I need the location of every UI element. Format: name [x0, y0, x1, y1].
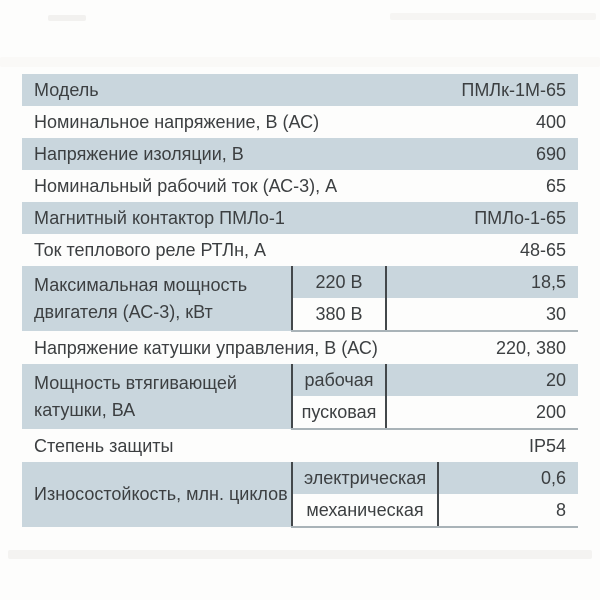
table-row-durability-electrical [22, 462, 578, 494]
table-row-coil-power-working [22, 364, 578, 396]
spec-label: Степень защиты [34, 436, 174, 456]
spec-value: 30 [386, 298, 578, 331]
spec-label: Магнитный контактор ПМЛо-1 [22, 202, 438, 234]
spec-value: 0,6 [438, 462, 578, 494]
spec-group-label: Износостойкость, млн. циклов [22, 462, 292, 527]
table-row-thermal-relay-current [22, 234, 578, 266]
spec-value: 200 [386, 396, 578, 429]
spec-value: 18,5 [386, 266, 578, 298]
specifications-table [22, 74, 578, 528]
spec-sub-label: пусковая [292, 396, 386, 429]
spec-value: 400 [535, 112, 567, 132]
table-row-model [22, 74, 578, 106]
spec-sub-label: рабочая [292, 364, 386, 396]
table-row-coil-control-voltage [22, 331, 578, 364]
spec-label: Номинальный рабочий ток (АС-3), А [34, 176, 338, 196]
spec-sub-label: 380 В [292, 298, 386, 331]
spec-value: 8 [438, 494, 578, 527]
spec-value: ПМЛо-1-65 [438, 202, 578, 234]
spec-sub-label: электрическая [292, 462, 438, 494]
spec-value: 690 [438, 138, 578, 170]
spec-label: Номинальное напряжение, В (АС) [34, 112, 320, 132]
scan-artifact [0, 57, 600, 67]
table-row-magnetic-contactor [22, 202, 578, 234]
spec-value: 65 [545, 176, 567, 196]
spec-sub-label: 220 В [292, 266, 386, 298]
table-row-max-motor-power-220 [22, 266, 578, 298]
scan-artifact [390, 13, 596, 20]
table-row-rated-current [22, 170, 578, 202]
spec-sub-label: механическая [292, 494, 438, 527]
spec-label: Модель [22, 74, 438, 106]
spec-value: 220, 380 [495, 338, 567, 358]
spec-value: IP54 [528, 436, 567, 456]
spec-value: 20 [386, 364, 578, 396]
scan-artifact [8, 550, 592, 559]
spec-label: Напряжение катушки управления, В (АС) [34, 338, 378, 358]
spec-value: 48-65 [519, 240, 567, 260]
scan-artifact [48, 15, 86, 21]
table-row-protection-degree [22, 429, 578, 462]
table-row-insulation-voltage [22, 138, 578, 170]
table-row-rated-voltage [22, 106, 578, 138]
spec-label: Напряжение изоляции, В [22, 138, 438, 170]
spec-group-label: Максимальная мощность двигателя (АС-3), кВт [22, 266, 292, 331]
spec-value: ПМЛк-1М-65 [438, 74, 578, 106]
spec-label: Ток теплового реле РТЛн, А [34, 240, 267, 260]
spec-group-label: Мощность втягивающей катушки, ВА [22, 364, 292, 429]
